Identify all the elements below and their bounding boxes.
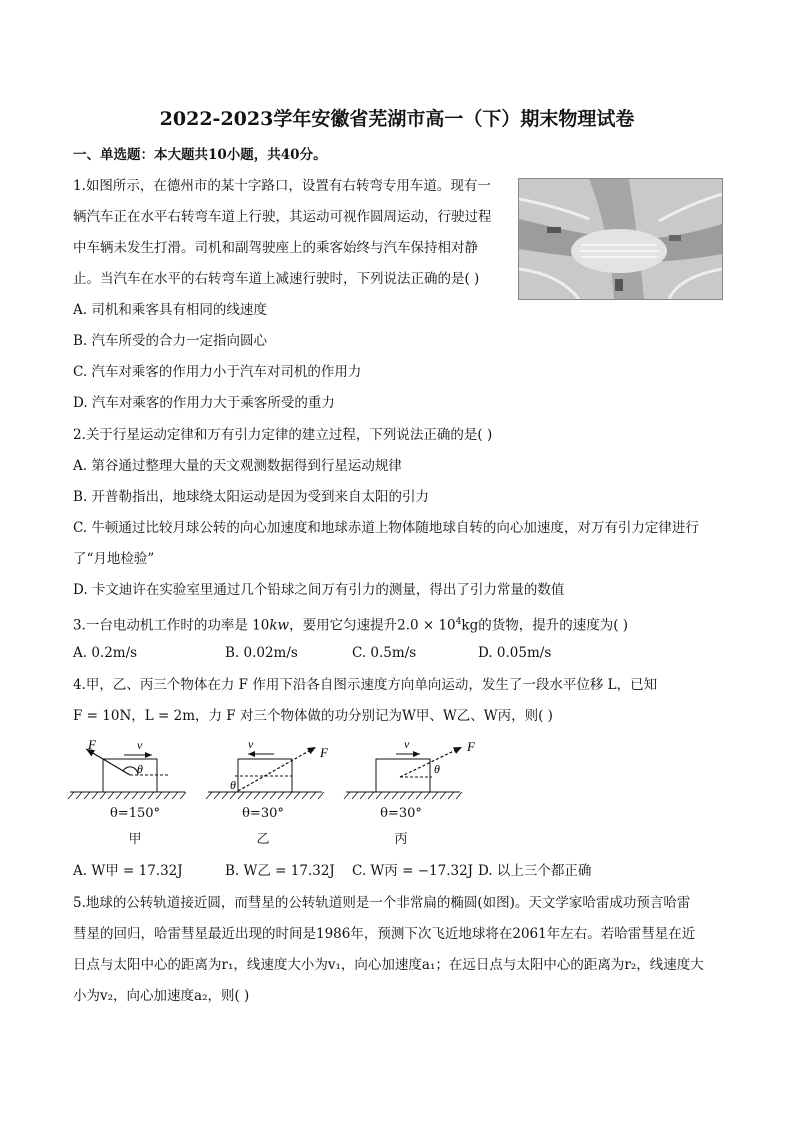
q3-option-b: B. 0.02m/s [225,645,298,661]
q4-line-1: 4.甲，乙、丙三个物体在力 F 作用下沿各自图示速度方向单向运动，发生了一段水平位移 L，已知 [73,677,658,693]
label-theta-jia: θ [137,762,143,776]
q2-option-c: C. 牛顿通过比较月球公转的向心加速度和地球赤道上物体随地球自转的向心加速度，对万有引力定律进行 [73,520,699,536]
diagram-jia [68,749,186,799]
label-theta-yi: θ [230,778,236,792]
q2-option-d: D. 卡文迪许在实验室里通过几个铅球之间万有引力的测量，得出了引力常量的数值 [73,582,565,598]
q1-option-a: A. 司机和乘客具有相同的线速度 [73,302,267,318]
q3-stem: 3.一台电动机工作时的功率是 10kw，要用它匀速提升$2.0 \times 10^4kg$的货物，提升的速度为( ) [73,617,629,634]
q1-line-3: 中车辆未发生打滑。司机和副驾驶座上的乘客始终与汽车保持相对静 [73,240,478,256]
q5-line-4: 小为v₂，向心加速度a₂，则( ) [73,988,250,1004]
q3-option-a: A. 0.2m/s [73,645,138,661]
q2-stem: 2.关于行星运动定律和万有引力定律的建立过程，下列说法正确的是( ) [73,427,493,443]
q1-option-b: B. 汽车所受的合力一定指向圆心 [73,333,268,349]
q5-line-3: 日点与太阳中心的距离为r₁，线速度大小为v₁，向心加速度a₁；在远日点与太阳中心的距离为r₂，线速度大 [73,957,704,973]
diagram-bing [344,747,462,799]
caption-yi: 乙 [256,832,270,847]
q3-option-c: C. 0.5m/s [352,645,417,661]
q5-line-1: 5.地球的公转轨道接近圆，而彗星的公转轨道则是一个非常扁的椭圆(如图)。天文学家哈雷成功预言哈雷 [73,895,691,911]
angle-yi: θ=30° [242,806,284,821]
q1-option-c: C. 汽车对乘客的作用力小于汽车对司机的作用力 [73,364,362,380]
q4-line-2: F = 10N，L = 2m，力 F 对三个物体做的功分别记为W甲、W乙、W丙，则( ) [73,708,553,724]
label-f-jia: F [88,737,96,752]
angle-jia: θ=150° [109,806,161,821]
q1-line-4: 止。当汽车在水平的右转弯车道上减速行驶时，下列说法正确的是( ) [73,271,480,287]
intersection-photo [518,178,723,300]
caption-jia: 甲 [128,832,142,847]
label-v-bing: v [404,737,410,751]
force-diagrams [60,733,500,805]
q4-option-a: A. W甲 = 17.32J [73,863,183,879]
q2-option-c-cont: 了“月地检验” [73,551,155,567]
q1-line-2: 辆汽车正在水平右转弯车道上行驶，其运动可视作圆周运动，行驶过程 [73,209,492,225]
diagram-yi [206,747,324,799]
q3-option-d: D. 0.05m/s [478,645,552,661]
page-title: 2022-2023学年安徽省芜湖市高一（下）期末物理试卷 [159,108,635,130]
q5-line-2: 彗星的回归，哈雷彗星最近出现的时间是1986年，预测下次飞近地球将在2061年左右。若哈雷彗星在近 [73,926,696,942]
q2-option-b: B. 开普勒指出，地球绕太阳运动是因为受到来自太阳的引力 [73,489,430,505]
caption-bing: 丙 [394,832,408,847]
q4-option-c: C. W丙 = −17.32J [352,863,474,879]
q1-line-1: 1.如图所示，在德州市的某十字路口，设置有右转弯专用车道。现有一 [73,178,491,194]
label-v-jia: v [137,738,143,752]
label-f-bing: F [467,739,475,754]
q2-option-a: A. 第谷通过整理大量的天文观测数据得到行星运动规律 [73,458,402,474]
q4-option-d: D. 以上三个都正确 [478,863,592,879]
q4-option-b: B. W乙 = 17.32J [225,863,335,879]
label-v-yi: v [248,737,254,751]
section-heading: 一、单选题：本大题共10小题，共40分。 [73,147,327,163]
label-f-yi: F [320,745,328,760]
label-theta-bing: θ [434,762,440,776]
angle-bing: θ=30° [380,806,422,821]
q1-option-d: D. 汽车对乘客的作用力大于乘客所受的重力 [73,395,335,411]
